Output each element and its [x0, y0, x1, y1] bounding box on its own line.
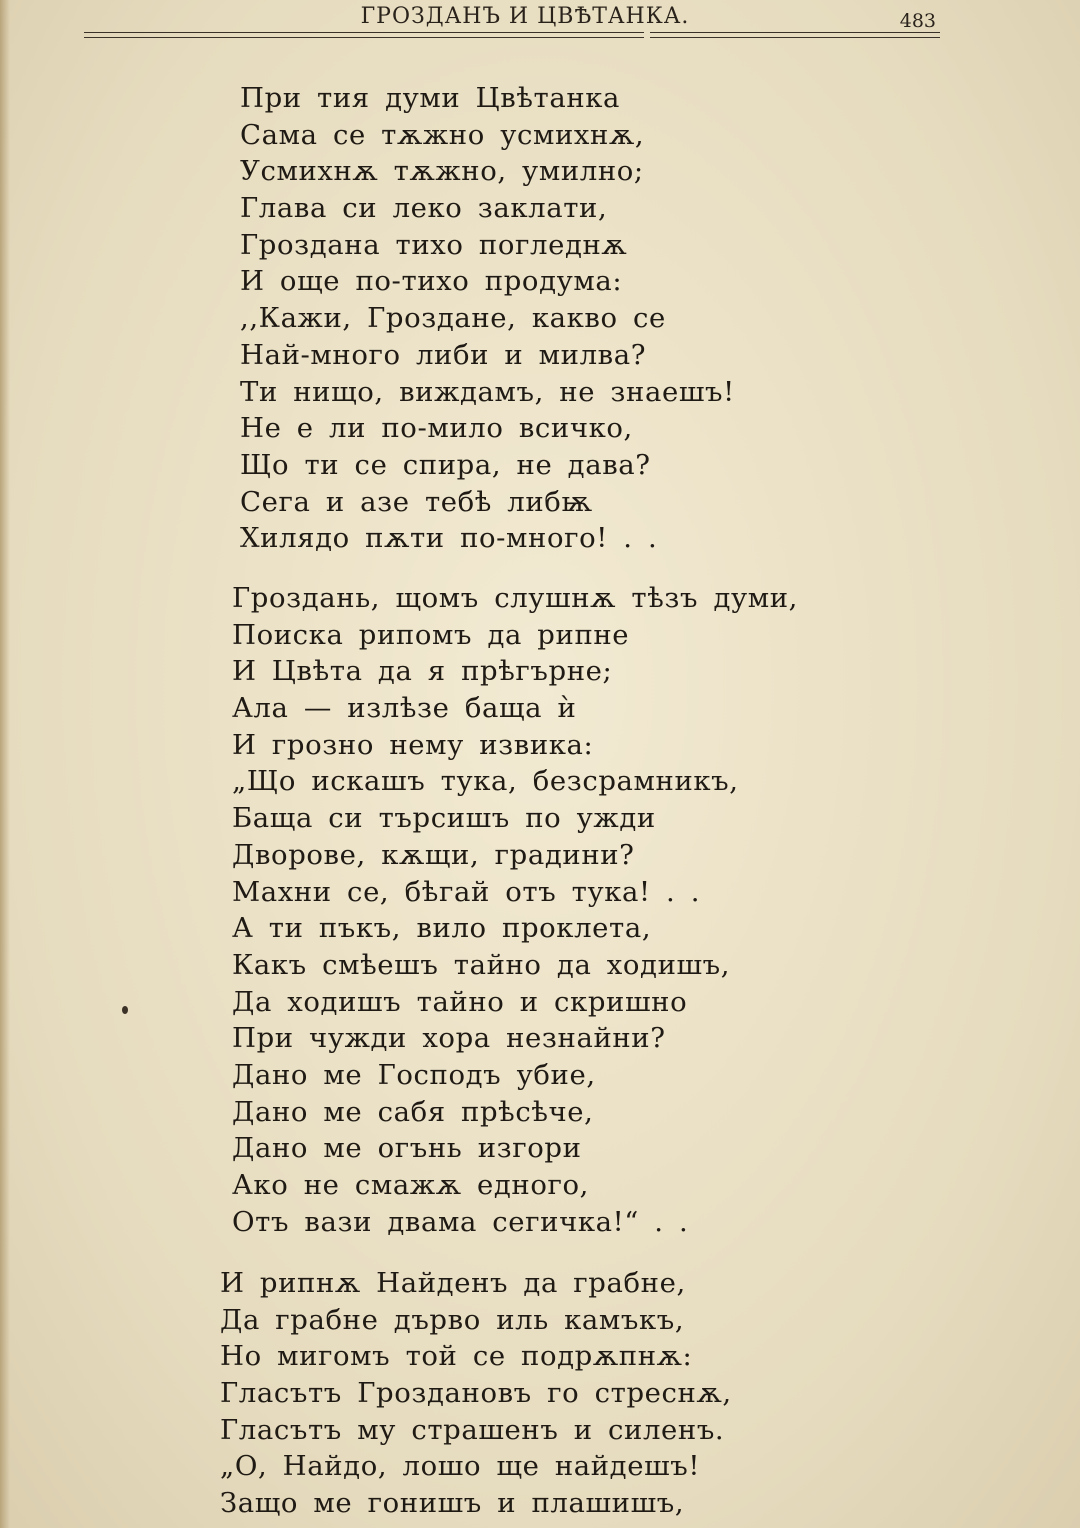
- verse-line: Сама се тѫжно усмихнѫ,: [240, 118, 645, 151]
- verse-line: Глава си леко заклати,: [240, 192, 608, 225]
- verse-line: Гласътъ му страшенъ и силенъ.: [220, 1413, 725, 1446]
- running-title: ГРОЗДАНЪ И ЦВѢТАНКА.: [360, 4, 690, 29]
- verse-line: Отъ вази двама сегичка!“ . .: [232, 1205, 689, 1238]
- verse-line: Дано ме сабя прѣсѣче,: [232, 1095, 594, 1128]
- header-rule-left: [84, 32, 644, 38]
- verse-line: Баща си търсишъ по ужди: [232, 802, 656, 835]
- stanza-2: [232, 580, 798, 1240]
- stanza-3: [220, 1265, 732, 1522]
- verse-line: Дворове, кѫщи, градини?: [232, 838, 635, 871]
- verse-line: Дано ме огънь изгори: [232, 1132, 582, 1165]
- verse-line: Не е ли по-мило всичко,: [240, 412, 633, 445]
- verse-line: Ако не смажѫ едного,: [232, 1169, 589, 1201]
- verse-line: Гроздань, щомъ слушнѫ тѣзъ думи,: [232, 582, 799, 614]
- verse-line: И още по-тихо продума:: [240, 265, 623, 298]
- verse-line: И грозно нему извика:: [232, 728, 594, 761]
- verse-line: И Цвѣта да я прѣгърне;: [232, 655, 613, 688]
- verse-line: „Що искашъ тука, безсрамникъ,: [232, 765, 739, 798]
- verse-line: Усмихнѫ тѫжно, умилно;: [240, 155, 644, 188]
- verse-line: Махни се, бѣгай отъ тука! . .: [232, 875, 701, 908]
- verse-line: Сега и азе тебѣ либѭ: [240, 485, 593, 518]
- page-header: [84, 4, 940, 44]
- verse-line: Ала — излѣзе баща ѝ: [232, 692, 577, 725]
- verse-line: А ти пъкъ, вило проклета,: [232, 912, 652, 945]
- verse-line: И рипнѫ Найденъ да грабне,: [220, 1267, 686, 1299]
- verse-line: Да ходишъ тайно и скришно: [232, 985, 688, 1018]
- header-rule-right: [650, 32, 940, 38]
- verse-line: Дано ме Господъ убие,: [232, 1058, 596, 1091]
- verse-line: ,,Кажи, Гроздане, какво се: [240, 302, 666, 335]
- verse-line: Защо ме гонишъ и плашишъ,: [220, 1487, 685, 1520]
- verse-line: Но мигомъ той се подрѫпнѫ:: [220, 1340, 693, 1373]
- verse-line: Хилядо пѫти по-много! . .: [240, 522, 658, 555]
- verse-line: „О, Найдо, лошо ще найдешъ!: [220, 1450, 700, 1483]
- stanza-1: [240, 80, 735, 557]
- page-gutter-shadow: [0, 0, 10, 1528]
- verse-line: Ти нищо, виждамъ, не знаешъ!: [240, 375, 735, 408]
- verse-line: Гласътъ Грoздановъ го стреснѫ,: [220, 1377, 732, 1410]
- verse-line: Грoздана тихо погледнѫ: [240, 228, 628, 261]
- verse-line: При чужди хора незнайни?: [232, 1022, 666, 1055]
- verse-line: При тия думи Цвѣтанка: [240, 82, 621, 114]
- verse-line: Да грабне дърво иль камъкъ,: [220, 1303, 685, 1336]
- verse-line: Що ти се спира, не дава?: [240, 448, 651, 481]
- ink-speck: [122, 1006, 128, 1014]
- page-number: 483: [899, 10, 936, 32]
- verse-line: Поиска рипомъ да рипне: [232, 618, 630, 651]
- verse-line: Най-много либи и милва?: [240, 338, 647, 371]
- verse-line: Какъ смѣешъ тайно да ходишъ,: [232, 948, 731, 981]
